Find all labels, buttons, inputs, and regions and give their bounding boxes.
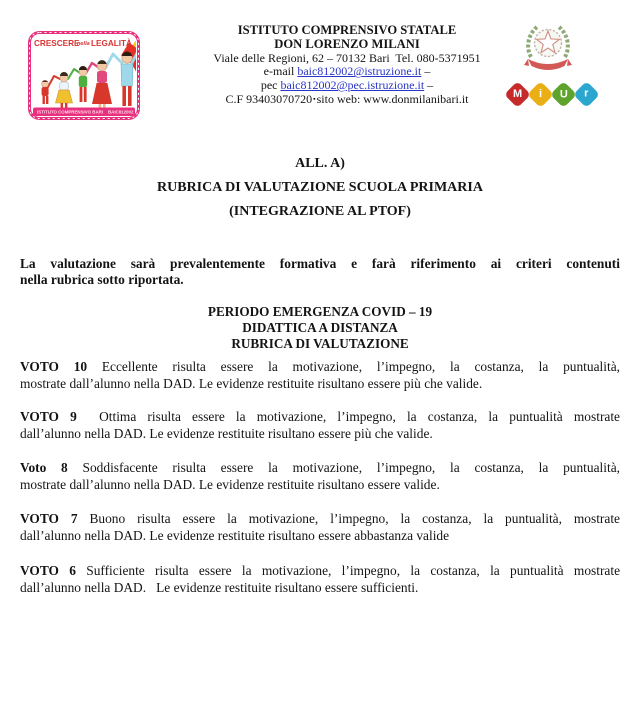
vote-10-paragraph: VOTO 10 Eccellente risulta essere la motivazione, l’impegno, la costanza, la puntualità, mostrate dall’alunno nella DAD. Le evidenze restituite risultano essere più che valide. <box>20 359 620 391</box>
school-name-line1: ISTITUTO COMPRENSIVO STATALE <box>237 23 457 37</box>
email-line: e-mail baic812002@istruzione.it – <box>263 64 431 79</box>
email-link[interactable]: baic812002@istruzione.it <box>297 64 422 79</box>
svg-text:CRESCERE: CRESCERE <box>34 39 80 48</box>
vote-7-paragraph: VOTO 7 Buono risulta essere la motivazione, l’impegno, la costanza, la puntualità, mostrate dall’alunno nella DAD. Le evidenze restituite risultano essere abbastanza valide <box>20 511 620 543</box>
pec-link[interactable]: baic812002@pec.istruzione.it <box>280 78 425 93</box>
school-name-line2: DON LORENZO MILANI <box>274 36 420 51</box>
miur-tile-m: M <box>504 81 531 108</box>
miur-tile-r: r <box>573 81 600 108</box>
vote-8-label: Voto 8 <box>20 460 68 475</box>
rubric-title: RUBRICA DI VALUTAZIONE SCUOLA PRIMARIA <box>157 180 483 195</box>
pec-line: pec baic812002@pec.istruzione.it – <box>260 78 434 93</box>
covid-period-heading: PERIODO EMERGENZA COVID – 19 <box>207 304 433 319</box>
ptof-subtitle: (INTEGRAZIONE AL PTOF) <box>229 204 411 219</box>
vote-6-label: VOTO 6 <box>20 563 76 578</box>
vote-7-label: VOTO 7 <box>20 511 78 526</box>
school-logo <box>28 31 140 120</box>
intro-paragraph: La valutazione sarà prevalentemente formativa e farà riferimento ai criteri contenuti nella rubrica sotto riportata. <box>20 256 620 287</box>
vote-6-paragraph: VOTO 6 Sufficiente risulta essere la motivazione, l’impegno, la costanza, la puntualità mostrate dall’alunno nella DAD. Le evidenze restituite risultano essere sufficienti. <box>20 563 621 595</box>
miur-tile-u: U <box>550 81 577 108</box>
dad-heading: DIDATTICA A DISTANZA <box>242 320 398 335</box>
cf-website-line: C.F 93403070720▪sito web: www.donmilanibari.it <box>225 91 469 106</box>
miur-tile-i: i <box>527 81 554 108</box>
miur-logo <box>508 85 600 104</box>
school-address: Viale delle Regioni, 62 – 70132 Bari Tel. 080-5371951 <box>213 50 481 65</box>
svg-text:ISTITUTO COMPRENSIVO BARI: ISTITUTO COMPRENSIVO BARI <box>37 109 104 115</box>
vote-9-label: VOTO 9 <box>20 409 77 424</box>
vote-10-label: VOTO 10 <box>20 359 88 374</box>
vote-8-paragraph: Voto 8 Soddisfacente risulta essere la motivazione, l’impegno, la costanza, la puntualità, mostrate dall’alunno nella DAD. Le evidenze restituite risultano essere valide. <box>20 460 620 492</box>
svg-text:nella: nella <box>77 41 90 47</box>
school-header <box>167 24 527 107</box>
svg-text:LEGALITÀ: LEGALITÀ <box>91 39 132 48</box>
annex-heading: ALL. A) <box>295 156 345 171</box>
logo-band <box>33 108 135 117</box>
square-bullet-icon: ▪ <box>313 94 316 103</box>
italy-emblem-icon <box>519 22 577 78</box>
svg-text:BAIC812002: BAIC812002 <box>108 109 134 115</box>
rubric-heading: RUBRICA DI VALUTAZIONE <box>231 336 409 351</box>
vote-9-paragraph: VOTO 9 Ottima risulta essere la motivazione, l’impegno, la costanza, la puntualità mostrate dall’alunno nella DAD. Le evidenze restituite risultano essere più che valide. <box>20 409 621 441</box>
